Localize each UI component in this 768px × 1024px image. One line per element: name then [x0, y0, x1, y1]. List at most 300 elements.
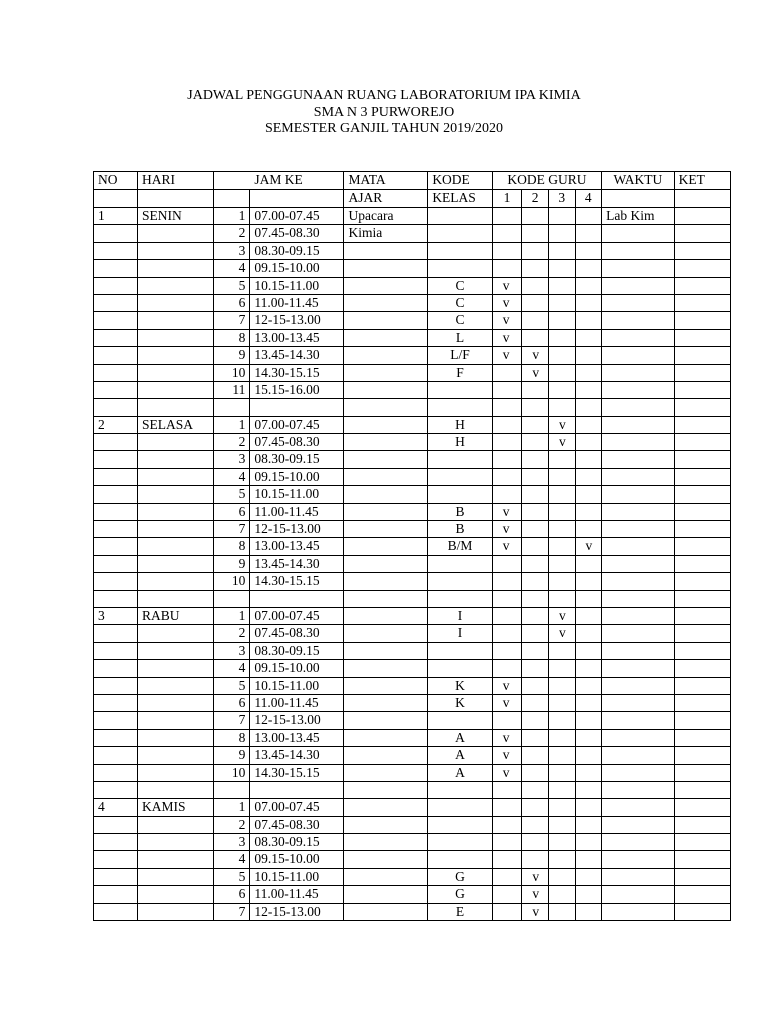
ket-cell	[674, 381, 730, 398]
day-number	[94, 277, 138, 294]
class-code-cell: I	[428, 607, 492, 624]
ket-cell	[674, 764, 730, 781]
day-name	[137, 364, 213, 381]
waktu-cell	[602, 277, 675, 294]
teacher-4-mark	[575, 521, 602, 538]
teacher-2-mark	[522, 503, 549, 520]
ket-cell	[674, 503, 730, 520]
subject-cell	[344, 694, 428, 711]
teacher-2-mark	[522, 607, 549, 624]
waktu-cell	[602, 294, 675, 311]
period-number: 10	[213, 364, 250, 381]
table-row	[94, 277, 731, 294]
subject-cell	[344, 538, 428, 555]
waktu-cell	[602, 816, 675, 833]
teacher-4-mark	[575, 607, 602, 624]
period-time: 07.45-08.30	[250, 434, 344, 451]
period-number: 1	[213, 799, 250, 816]
teacher-4-mark	[575, 834, 602, 851]
day-number	[94, 260, 138, 277]
day-number	[94, 503, 138, 520]
day-name	[137, 903, 213, 920]
period-time: 13.45-14.30	[250, 555, 344, 572]
teacher-1-mark	[492, 851, 522, 868]
period-number: 7	[213, 312, 250, 329]
empty-cell	[575, 399, 602, 416]
period-number: 10	[213, 764, 250, 781]
period-number: 2	[213, 225, 250, 242]
period-number: 3	[213, 242, 250, 259]
ket-cell	[674, 260, 730, 277]
teacher-4-mark	[575, 694, 602, 711]
subject-cell	[344, 625, 428, 642]
period-number: 10	[213, 573, 250, 590]
teacher-3-mark	[548, 208, 575, 225]
empty-cell	[213, 590, 250, 607]
subject-cell	[344, 799, 428, 816]
period-number: 9	[213, 555, 250, 572]
teacher-3-mark	[548, 816, 575, 833]
teacher-2-mark	[522, 660, 549, 677]
empty-cell	[213, 399, 250, 416]
teacher-1-mark	[492, 364, 522, 381]
subject-cell	[344, 868, 428, 885]
period-number: 4	[213, 468, 250, 485]
teacher-3-mark	[548, 729, 575, 746]
empty-cell	[522, 590, 549, 607]
ket-cell	[674, 694, 730, 711]
table-row	[94, 486, 731, 503]
day-name	[137, 816, 213, 833]
period-time: 10.15-11.00	[250, 277, 344, 294]
waktu-cell	[602, 451, 675, 468]
period-number: 3	[213, 834, 250, 851]
day-name	[137, 381, 213, 398]
header-no-cont	[94, 190, 138, 208]
teacher-4-mark	[575, 381, 602, 398]
period-time: 08.30-09.15	[250, 242, 344, 259]
schedule-table	[93, 171, 731, 921]
empty-cell	[344, 781, 428, 798]
period-number: 1	[213, 208, 250, 225]
teacher-3-mark	[548, 660, 575, 677]
table-row	[94, 329, 731, 346]
table-header	[94, 172, 731, 208]
table-body	[94, 208, 731, 921]
period-time: 08.30-09.15	[250, 834, 344, 851]
subject-cell	[344, 277, 428, 294]
header-no: NO	[94, 172, 138, 190]
teacher-3-mark	[548, 834, 575, 851]
day-number	[94, 677, 138, 694]
teacher-4-mark	[575, 868, 602, 885]
day-number	[94, 468, 138, 485]
subject-cell: Kimia	[344, 225, 428, 242]
table-row	[94, 834, 731, 851]
header-jam-ke: JAM KE	[213, 172, 344, 190]
day-name	[137, 294, 213, 311]
class-code-cell	[428, 660, 492, 677]
table-row	[94, 208, 731, 225]
teacher-2-mark	[522, 538, 549, 555]
empty-cell	[548, 399, 575, 416]
period-number: 6	[213, 503, 250, 520]
subject-cell	[344, 903, 428, 920]
day-number	[94, 729, 138, 746]
empty-cell	[94, 781, 138, 798]
empty-cell	[428, 590, 492, 607]
teacher-1-mark	[492, 381, 522, 398]
ket-cell	[674, 729, 730, 746]
teacher-3-mark	[548, 694, 575, 711]
class-code-cell	[428, 712, 492, 729]
subject-cell	[344, 312, 428, 329]
empty-cell	[492, 399, 522, 416]
period-time: 10.15-11.00	[250, 486, 344, 503]
day-name	[137, 677, 213, 694]
teacher-4-mark	[575, 677, 602, 694]
teacher-3-mark	[548, 642, 575, 659]
teacher-2-mark	[522, 764, 549, 781]
waktu-cell	[602, 364, 675, 381]
subject-cell	[344, 486, 428, 503]
subject-cell	[344, 451, 428, 468]
day-number	[94, 242, 138, 259]
ket-cell	[674, 834, 730, 851]
period-number: 2	[213, 625, 250, 642]
period-number: 2	[213, 816, 250, 833]
teacher-4-mark	[575, 903, 602, 920]
empty-cell	[213, 781, 250, 798]
teacher-2-mark	[522, 747, 549, 764]
ket-cell	[674, 294, 730, 311]
header-ket: KET	[674, 172, 730, 190]
period-number: 1	[213, 607, 250, 624]
class-code-cell	[428, 260, 492, 277]
teacher-4-mark	[575, 225, 602, 242]
empty-cell	[602, 781, 675, 798]
ket-cell	[674, 347, 730, 364]
period-number: 2	[213, 434, 250, 451]
ket-cell	[674, 242, 730, 259]
header-hari-cont	[137, 190, 213, 208]
subject-cell	[344, 677, 428, 694]
empty-cell	[492, 781, 522, 798]
teacher-4-mark	[575, 712, 602, 729]
period-number: 5	[213, 677, 250, 694]
document-title: JADWAL PENGGUNAAN RUANG LABORATORIUM IPA KIMIA	[187, 88, 581, 103]
teacher-2-mark	[522, 555, 549, 572]
class-code-cell: F	[428, 364, 492, 381]
teacher-3-mark	[548, 851, 575, 868]
teacher-4-mark	[575, 329, 602, 346]
teacher-4-mark	[575, 503, 602, 520]
period-time: 07.45-08.30	[250, 816, 344, 833]
teacher-2-mark	[522, 816, 549, 833]
waktu-cell	[602, 486, 675, 503]
teacher-3-mark	[548, 242, 575, 259]
subject-cell	[344, 607, 428, 624]
class-code-cell: L	[428, 329, 492, 346]
table-row	[94, 851, 731, 868]
teacher-3-mark	[548, 799, 575, 816]
teacher-4-mark	[575, 468, 602, 485]
waktu-cell	[602, 538, 675, 555]
teacher-2-mark	[522, 468, 549, 485]
teacher-4-mark	[575, 642, 602, 659]
period-time: 11.00-11.45	[250, 886, 344, 903]
class-code-cell	[428, 208, 492, 225]
teacher-1-mark	[492, 260, 522, 277]
period-time: 09.15-10.00	[250, 851, 344, 868]
day-number: 4	[94, 799, 138, 816]
teacher-3-mark: v	[548, 416, 575, 433]
subject-cell	[344, 242, 428, 259]
class-code-cell	[428, 242, 492, 259]
empty-cell	[492, 590, 522, 607]
period-time: 13.00-13.45	[250, 538, 344, 555]
waktu-cell	[602, 660, 675, 677]
class-code-cell	[428, 851, 492, 868]
table-row	[94, 468, 731, 485]
class-code-cell: E	[428, 903, 492, 920]
ket-cell	[674, 677, 730, 694]
table-row	[94, 347, 731, 364]
waktu-cell	[602, 242, 675, 259]
day-number	[94, 816, 138, 833]
ket-cell	[674, 625, 730, 642]
header-jam-cont	[213, 190, 250, 208]
table-row	[94, 764, 731, 781]
subject-cell	[344, 886, 428, 903]
ket-cell	[674, 208, 730, 225]
ket-cell	[674, 573, 730, 590]
period-time: 07.00-07.45	[250, 416, 344, 433]
day-number	[94, 886, 138, 903]
teacher-4-mark	[575, 434, 602, 451]
table-row	[94, 242, 731, 259]
header-waktu-cont	[602, 190, 675, 208]
teacher-1-mark	[492, 903, 522, 920]
class-code-cell	[428, 486, 492, 503]
day-name	[137, 451, 213, 468]
ket-cell	[674, 312, 730, 329]
day-number	[94, 573, 138, 590]
day-number	[94, 642, 138, 659]
empty-cell	[250, 781, 344, 798]
header-time-cont	[250, 190, 344, 208]
teacher-2-mark	[522, 451, 549, 468]
subject-cell	[344, 329, 428, 346]
day-number	[94, 764, 138, 781]
teacher-3-mark	[548, 347, 575, 364]
empty-cell	[602, 399, 675, 416]
day-number	[94, 712, 138, 729]
teacher-1-mark: v	[492, 503, 522, 520]
period-time: 14.30-15.15	[250, 364, 344, 381]
table-row	[94, 225, 731, 242]
header-guru-1: 1	[492, 190, 522, 208]
period-time: 12-15-13.00	[250, 521, 344, 538]
header-guru-2: 2	[522, 190, 549, 208]
day-name	[137, 503, 213, 520]
subject-cell	[344, 747, 428, 764]
class-code-cell: A	[428, 729, 492, 746]
ket-cell	[674, 329, 730, 346]
waktu-cell	[602, 468, 675, 485]
teacher-4-mark	[575, 764, 602, 781]
empty-cell	[344, 590, 428, 607]
teacher-3-mark	[548, 886, 575, 903]
teacher-1-mark	[492, 607, 522, 624]
teacher-1-mark: v	[492, 747, 522, 764]
class-code-cell: G	[428, 886, 492, 903]
day-number: 1	[94, 208, 138, 225]
waktu-cell	[602, 851, 675, 868]
ket-cell	[674, 468, 730, 485]
ket-cell	[674, 642, 730, 659]
day-separator-row	[94, 399, 731, 416]
table-row	[94, 677, 731, 694]
table-row	[94, 573, 731, 590]
teacher-2-mark	[522, 521, 549, 538]
class-code-cell: G	[428, 868, 492, 885]
teacher-1-mark: v	[492, 538, 522, 555]
class-code-cell	[428, 555, 492, 572]
day-name	[137, 486, 213, 503]
subject-cell	[344, 364, 428, 381]
day-name	[137, 538, 213, 555]
day-name	[137, 747, 213, 764]
table-row	[94, 729, 731, 746]
teacher-3-mark	[548, 503, 575, 520]
ket-cell	[674, 868, 730, 885]
period-time: 15.15-16.00	[250, 381, 344, 398]
subject-cell	[344, 642, 428, 659]
class-code-cell	[428, 225, 492, 242]
day-number	[94, 747, 138, 764]
waktu-cell	[602, 381, 675, 398]
period-time: 09.15-10.00	[250, 260, 344, 277]
teacher-4-mark	[575, 555, 602, 572]
table-row	[94, 625, 731, 642]
subject-cell	[344, 729, 428, 746]
teacher-2-mark	[522, 694, 549, 711]
ket-cell	[674, 886, 730, 903]
day-name	[137, 260, 213, 277]
subject-cell	[344, 468, 428, 485]
period-time: 11.00-11.45	[250, 294, 344, 311]
day-name: SENIN	[137, 208, 213, 225]
empty-cell	[94, 399, 138, 416]
empty-cell	[250, 399, 344, 416]
teacher-4-mark	[575, 347, 602, 364]
teacher-4-mark	[575, 208, 602, 225]
teacher-1-mark: v	[492, 677, 522, 694]
header-waktu: WAKTU	[602, 172, 675, 190]
waktu-cell	[602, 694, 675, 711]
teacher-4-mark	[575, 625, 602, 642]
teacher-1-mark: v	[492, 521, 522, 538]
empty-cell	[548, 781, 575, 798]
teacher-1-mark	[492, 868, 522, 885]
ket-cell	[674, 277, 730, 294]
teacher-3-mark: v	[548, 434, 575, 451]
teacher-2-mark	[522, 381, 549, 398]
teacher-2-mark	[522, 312, 549, 329]
teacher-1-mark	[492, 799, 522, 816]
waktu-cell	[602, 503, 675, 520]
teacher-1-mark	[492, 468, 522, 485]
teacher-2-mark	[522, 416, 549, 433]
teacher-1-mark	[492, 886, 522, 903]
teacher-3-mark	[548, 555, 575, 572]
period-number: 8	[213, 729, 250, 746]
waktu-cell	[602, 329, 675, 346]
teacher-2-mark	[522, 277, 549, 294]
table-row	[94, 903, 731, 920]
day-number	[94, 694, 138, 711]
teacher-1-mark	[492, 660, 522, 677]
waktu-cell	[602, 903, 675, 920]
period-time: 07.00-07.45	[250, 799, 344, 816]
period-number: 7	[213, 903, 250, 920]
empty-cell	[250, 590, 344, 607]
period-number: 6	[213, 694, 250, 711]
empty-cell	[575, 781, 602, 798]
waktu-cell	[602, 642, 675, 659]
header-guru-4: 4	[575, 190, 602, 208]
teacher-1-mark: v	[492, 347, 522, 364]
period-number: 11	[213, 381, 250, 398]
day-number	[94, 294, 138, 311]
teacher-2-mark	[522, 434, 549, 451]
period-number: 7	[213, 521, 250, 538]
day-number	[94, 538, 138, 555]
day-number	[94, 329, 138, 346]
day-separator-row	[94, 781, 731, 798]
class-code-cell: C	[428, 312, 492, 329]
teacher-4-mark	[575, 242, 602, 259]
table-row	[94, 555, 731, 572]
waktu-cell	[602, 312, 675, 329]
table-row	[94, 451, 731, 468]
teacher-2-mark	[522, 242, 549, 259]
teacher-2-mark	[522, 573, 549, 590]
empty-cell	[575, 590, 602, 607]
subject-cell	[344, 816, 428, 833]
teacher-2-mark	[522, 642, 549, 659]
waktu-cell	[602, 764, 675, 781]
day-name	[137, 312, 213, 329]
teacher-1-mark: v	[492, 764, 522, 781]
teacher-3-mark	[548, 712, 575, 729]
table-row	[94, 538, 731, 555]
teacher-1-mark	[492, 434, 522, 451]
day-number	[94, 451, 138, 468]
teacher-2-mark	[522, 208, 549, 225]
table-row	[94, 799, 731, 816]
subject-cell	[344, 503, 428, 520]
teacher-3-mark	[548, 521, 575, 538]
waktu-cell	[602, 607, 675, 624]
day-name: KAMIS	[137, 799, 213, 816]
teacher-4-mark	[575, 294, 602, 311]
teacher-2-mark	[522, 851, 549, 868]
empty-cell	[428, 781, 492, 798]
waktu-cell	[602, 225, 675, 242]
subject-cell	[344, 434, 428, 451]
